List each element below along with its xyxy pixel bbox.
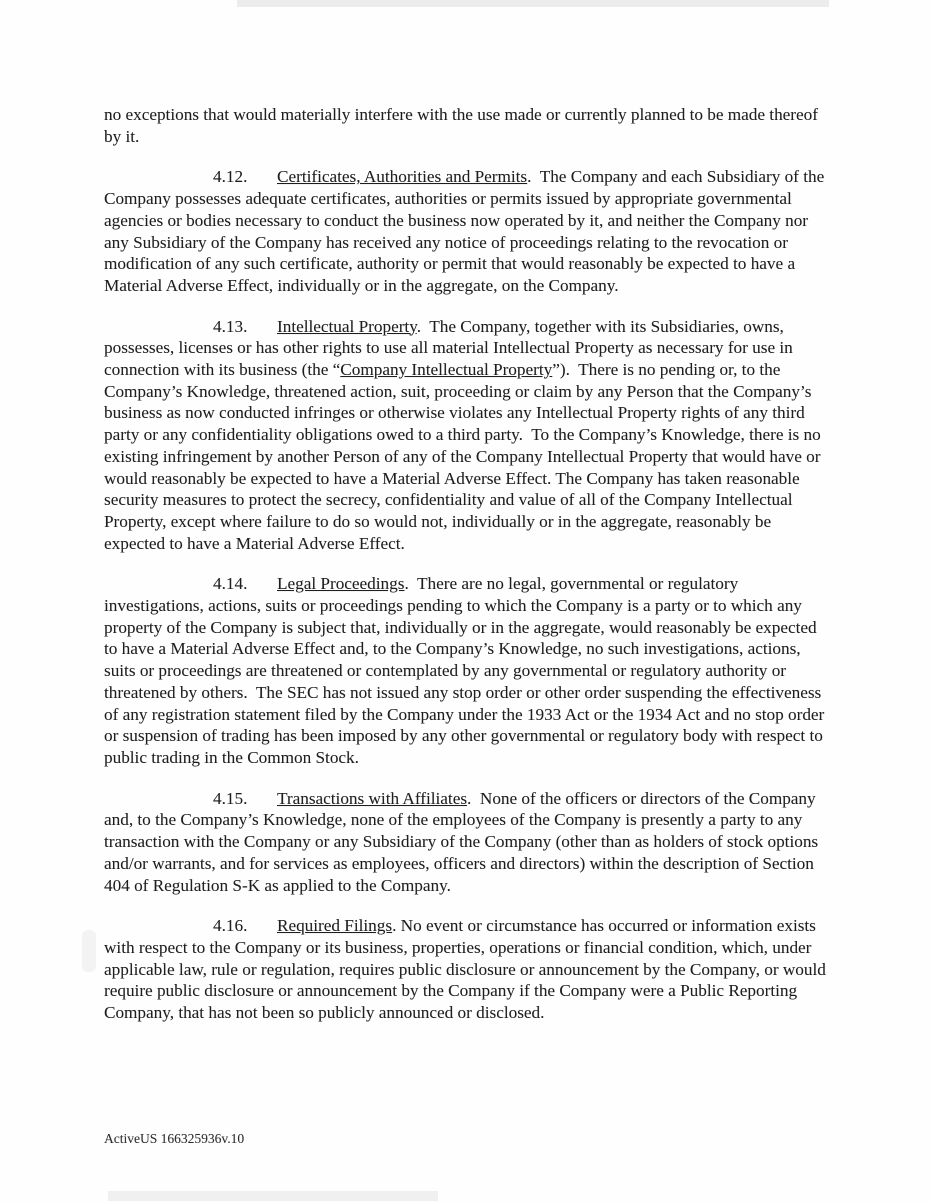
scan-artifact-bottom-edge (108, 1191, 438, 1201)
section-4-14 (104, 573, 831, 768)
scan-artifact-top-edge (237, 0, 829, 7)
document-body (104, 104, 831, 1043)
heading-separator: . (416, 316, 430, 336)
section-number: 4.15. (213, 788, 248, 808)
scan-artifact-smudge (82, 930, 96, 972)
section-number: 4.16. (213, 916, 248, 936)
paragraph-text: no exceptions that would materially interfere with the use made or currently planned to be made thereof by it. (104, 105, 823, 146)
heading-separator: . (527, 167, 540, 187)
section-heading: Intellectual Property (277, 316, 417, 336)
heading-separator: . (467, 788, 480, 808)
continuation-paragraph (104, 104, 831, 147)
defined-term: Company Intellectual Property (340, 360, 553, 380)
section-body: No event or circumstance has occurred or information exists with respect to the Company or its business, properties, operations or financial condition, which, under applicable law, rule or regulation, requires public disclosure or announcement by the Company, or would require public disclosure or announcement by the Company if the Company were a Public Reporting Company, that has not been so publicly announced or disclosed. (104, 916, 831, 1023)
section-number: 4.12. (213, 167, 248, 187)
section-heading: Transactions with Affiliates (277, 788, 468, 808)
section-heading: Certificates, Authorities and Permits (277, 167, 528, 187)
section-body: None of the officers or directors of the Company and, to the Company’s Knowledge, none of the employees of the Company is presently a party to any transaction with the Company or any Subsidiary of the Company (other than as holders of stock options and/or warrants, and for services as employees, officers and directors) within the description of Section 404 of Regulation S-K as applied to the Company. (104, 788, 823, 895)
section-body: There are no legal, governmental or regulatory investigations, actions, suits or proceedings pending to which the Company is a party or to which any property of the Company is subject that, individually or in the aggregate, would reasonably be expected to have a Material Adverse Effect and, to the Company’s Knowledge, no such investigations, actions, suits or proceedings are threatened or contemplated by any governmental or regulatory authority or threatened by others. The SEC has not issued any stop order or other order suspending the effectiveness of any registration statement filed by the Company under the 1933 Act or the 1934 Act and no stop order or suspension of trading has been imposed by any other governmental or regulatory body with respect to public trading in the Common Stock. (104, 574, 829, 767)
heading-separator: . (404, 574, 418, 594)
heading-separator: . (392, 916, 401, 936)
section-body: ”). There is no pending or, to the Company’s Knowledge, threatened action, suit, proceeding or claim by any Person that the Company’s business as now conducted infringes or otherwise violates any Intellectual Property rights of any third party or any confidentiality obligations owed to a third party. To the Company’s Knowledge, there is no existing infringement by another Person of any of the Company Intellectual Property that would have or would reasonably be expected to have a Material Adverse Effect. The Company has taken reasonable security measures to protect the secrecy, confidentiality and value of all of the Company Intellectual Property, except where failure to do so would not, individually or in the aggregate, reasonably be expected to have a Material Adverse Effect. (104, 360, 825, 553)
section-body: The Company, together with its Subsidiaries, owns, possesses, licenses or has other rights to use all material Intellectual Property as necessary for use in connection with its business (the “ (104, 316, 798, 380)
section-4-13 (104, 316, 831, 555)
section-heading: Legal Proceedings (277, 574, 405, 594)
section-heading: Required Filings (277, 916, 393, 936)
section-4-15 (104, 788, 831, 897)
section-4-12 (104, 166, 831, 296)
section-number: 4.13. (213, 316, 248, 336)
section-number: 4.14. (213, 574, 248, 594)
section-4-16 (104, 915, 831, 1024)
document-id-footer: ActiveUS 166325936v.10 (104, 1131, 245, 1146)
section-body: The Company and each Subsidiary of the Company possesses adequate certificates, authorities or permits issued by appropriate governmental agencies or bodies necessary to conduct the business now operated by it, and neither the Company nor any Subsidiary of the Company has received any notice of proceedings relating to the revocation or modification of any such certificate, authority or permit that would reasonably be expected to have a Material Adverse Effect, individually or in the aggregate, on the Company. (104, 167, 829, 295)
